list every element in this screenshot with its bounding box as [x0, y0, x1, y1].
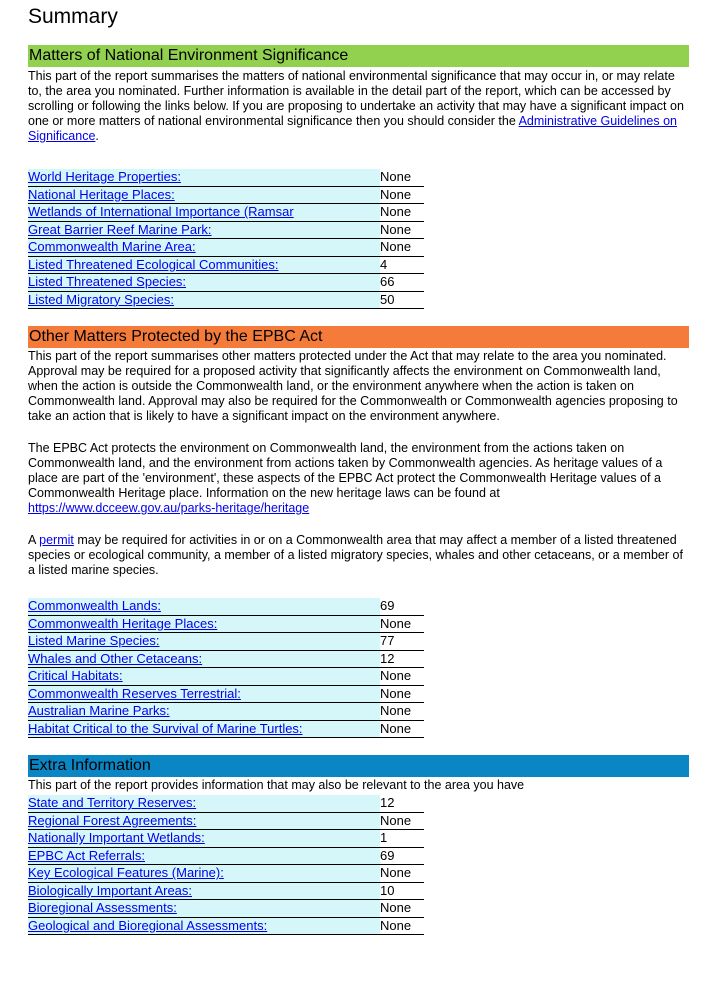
table-row	[28, 598, 424, 615]
row-label-cell[interactable]	[28, 204, 380, 222]
mnes-intro-text: This part of the report summarises the matters of national environmental significance that may occur in, or may relate to, the area you nominated. Further information is available in the detail part of the report, which can be accessed by scrolling or following the links below. If you are proposing to undertake an activity that may have a significant impact on one or more matters of national environmental significance then you should consider the	[28, 69, 684, 128]
row-value: 1	[380, 830, 424, 848]
other-para-3-start: A	[28, 533, 40, 547]
table-row	[28, 169, 424, 186]
row-value: None	[380, 204, 424, 222]
row-value: 66	[380, 274, 424, 292]
row-link[interactable]: Critical Habitats:	[28, 668, 123, 684]
other-para-1: This part of the report summarises other matters protected under the Act that may relate to the area you nominated. Approval may be required for a proposed activity that significantly affects the environment on Commonwealth land, when the action is outside the Commonwealth land, or the environment anywhere when the action is taken on Commonwealth land. Approval may also be required for the Commonwealth or Commonwealth agencies proposing to take an action that is likely to have a significant impact on the environment anywhere.	[28, 349, 678, 423]
table-row	[28, 633, 424, 651]
table-row	[28, 812, 424, 830]
table-row	[28, 795, 424, 812]
permit-link[interactable]: permit	[39, 533, 74, 547]
row-value: 12	[380, 795, 424, 812]
row-label-cell[interactable]	[28, 882, 380, 900]
table-row	[28, 291, 424, 309]
row-value: None	[380, 685, 424, 703]
row-label-cell[interactable]	[28, 668, 380, 686]
table-row	[28, 720, 424, 738]
row-value: 10	[380, 882, 424, 900]
other-para-3-end: may be required for activities in or on a Commonwealth area that may affect a member of a listed threatened species or ecological community, a member of a listed migratory species, whales and other cetaceans, or a member of a listed marine species.	[28, 533, 683, 577]
table-row	[28, 830, 424, 848]
row-value: None	[380, 186, 424, 204]
other-table	[28, 598, 424, 738]
row-value: 69	[380, 847, 424, 865]
mnes-intro	[28, 69, 689, 144]
guidelines-link[interactable]: Administrative Guidelines on Significance	[28, 114, 677, 143]
row-label-cell[interactable]	[28, 256, 380, 274]
row-value: None	[380, 917, 424, 935]
row-link[interactable]: World Heritage Properties:	[28, 169, 181, 185]
table-row	[28, 882, 424, 900]
table-row	[28, 668, 424, 686]
row-label-cell[interactable]	[28, 650, 380, 668]
row-link[interactable]: Habitat Critical to the Survival of Marine Turtles:	[28, 720, 303, 736]
row-link[interactable]: Nationally Important Wetlands:	[28, 830, 205, 846]
row-label-cell[interactable]	[28, 830, 380, 848]
row-link[interactable]: State and Territory Reserves:	[28, 795, 197, 811]
heritage-link[interactable]: https://www.dcceew.gov.au/parks-heritage/heritage	[28, 501, 310, 515]
row-value: None	[380, 221, 424, 239]
table-row	[28, 221, 424, 239]
section-heading-mnes: Matters of National Environment Significance	[28, 45, 689, 67]
mnes-table	[28, 169, 424, 309]
extra-table	[28, 795, 424, 935]
row-label-cell[interactable]	[28, 598, 380, 615]
table-row	[28, 615, 424, 633]
row-label-cell[interactable]	[28, 615, 380, 633]
row-link[interactable]: Listed Threatened Ecological Communities:	[28, 256, 279, 272]
table-row	[28, 703, 424, 721]
table-row	[28, 900, 424, 918]
row-label-cell[interactable]	[28, 720, 380, 738]
row-label-cell[interactable]	[28, 291, 380, 309]
row-value: 77	[380, 633, 424, 651]
row-label-cell[interactable]	[28, 917, 380, 935]
row-link[interactable]: Commonwealth Reserves Terrestrial:	[28, 685, 241, 701]
table-row	[28, 256, 424, 274]
row-label-cell[interactable]	[28, 633, 380, 651]
row-link[interactable]: Great Barrier Reef Marine Park:	[28, 221, 212, 237]
row-label-cell[interactable]	[28, 169, 380, 186]
row-link[interactable]: Listed Marine Species:	[28, 633, 160, 649]
table-row	[28, 239, 424, 257]
page-title: Summary	[28, 5, 118, 28]
table-row	[28, 685, 424, 703]
row-value: None	[380, 169, 424, 186]
row-link[interactable]: Geological and Bioregional Assessments:	[28, 917, 268, 933]
row-label-cell[interactable]	[28, 221, 380, 239]
row-value: None	[380, 900, 424, 918]
extra-intro: This part of the report provides information that may also be relevant to the area you have	[28, 778, 525, 792]
row-value: None	[380, 615, 424, 633]
row-value: 69	[380, 598, 424, 615]
row-label-cell[interactable]	[28, 847, 380, 865]
row-label-cell[interactable]	[28, 865, 380, 883]
other-para-3	[28, 533, 689, 578]
row-link[interactable]: Bioregional Assessments:	[28, 900, 177, 916]
row-link[interactable]: Key Ecological Features (Marine):	[28, 865, 224, 881]
table-row	[28, 847, 424, 865]
row-link[interactable]: Commonwealth Lands:	[28, 598, 161, 614]
row-label-cell[interactable]	[28, 685, 380, 703]
row-label-cell[interactable]	[28, 900, 380, 918]
row-link[interactable]: Listed Threatened Species:	[28, 274, 187, 290]
mnes-intro-end: .	[95, 129, 99, 143]
row-link[interactable]: Listed Migratory Species:	[28, 291, 174, 307]
row-label-cell[interactable]	[28, 703, 380, 721]
row-link[interactable]: Wetlands of International Importance (Ramsar	[28, 204, 294, 220]
row-value: None	[380, 720, 424, 738]
table-row	[28, 865, 424, 883]
row-value: None	[380, 239, 424, 257]
row-value: None	[380, 865, 424, 883]
row-label-cell[interactable]	[28, 812, 380, 830]
row-value: 12	[380, 650, 424, 668]
row-link[interactable]: Biologically Important Areas:	[28, 882, 193, 898]
other-para-2	[28, 441, 689, 516]
row-label-cell[interactable]	[28, 186, 380, 204]
row-value: None	[380, 812, 424, 830]
row-label-cell[interactable]	[28, 795, 380, 812]
table-row	[28, 650, 424, 668]
row-value: None	[380, 668, 424, 686]
table-row	[28, 204, 424, 222]
row-link[interactable]: Commonwealth Marine Area:	[28, 239, 196, 255]
row-label-cell[interactable]	[28, 239, 380, 257]
table-row	[28, 186, 424, 204]
row-value: 50	[380, 291, 424, 309]
row-link[interactable]: Commonwealth Heritage Places:	[28, 615, 218, 631]
row-label-cell[interactable]	[28, 274, 380, 292]
table-row	[28, 274, 424, 292]
section-heading-other: Other Matters Protected by the EPBC Act	[28, 326, 689, 348]
other-para-2-text: The EPBC Act protects the environment on Commonwealth land, the environment from the actions taken on Commonwealth land, and the environment from actions taken by Commonwealth agencies. As heritage values of a place are part of the 'environment', these aspects of the EPBC Act protect the Commonwealth Heritage values of a Commonwealth Heritage place. Information on the new heritage laws can be found at	[28, 441, 663, 500]
row-link[interactable]: EPBC Act Referrals:	[28, 847, 146, 863]
row-value: 4	[380, 256, 424, 274]
row-value: None	[380, 703, 424, 721]
row-link[interactable]: Australian Marine Parks:	[28, 703, 170, 719]
row-link[interactable]: Regional Forest Agreements:	[28, 812, 197, 828]
row-link[interactable]: National Heritage Places:	[28, 186, 175, 202]
row-link[interactable]: Whales and Other Cetaceans:	[28, 650, 203, 666]
table-row	[28, 917, 424, 935]
section-heading-extra: Extra Information	[28, 755, 689, 777]
